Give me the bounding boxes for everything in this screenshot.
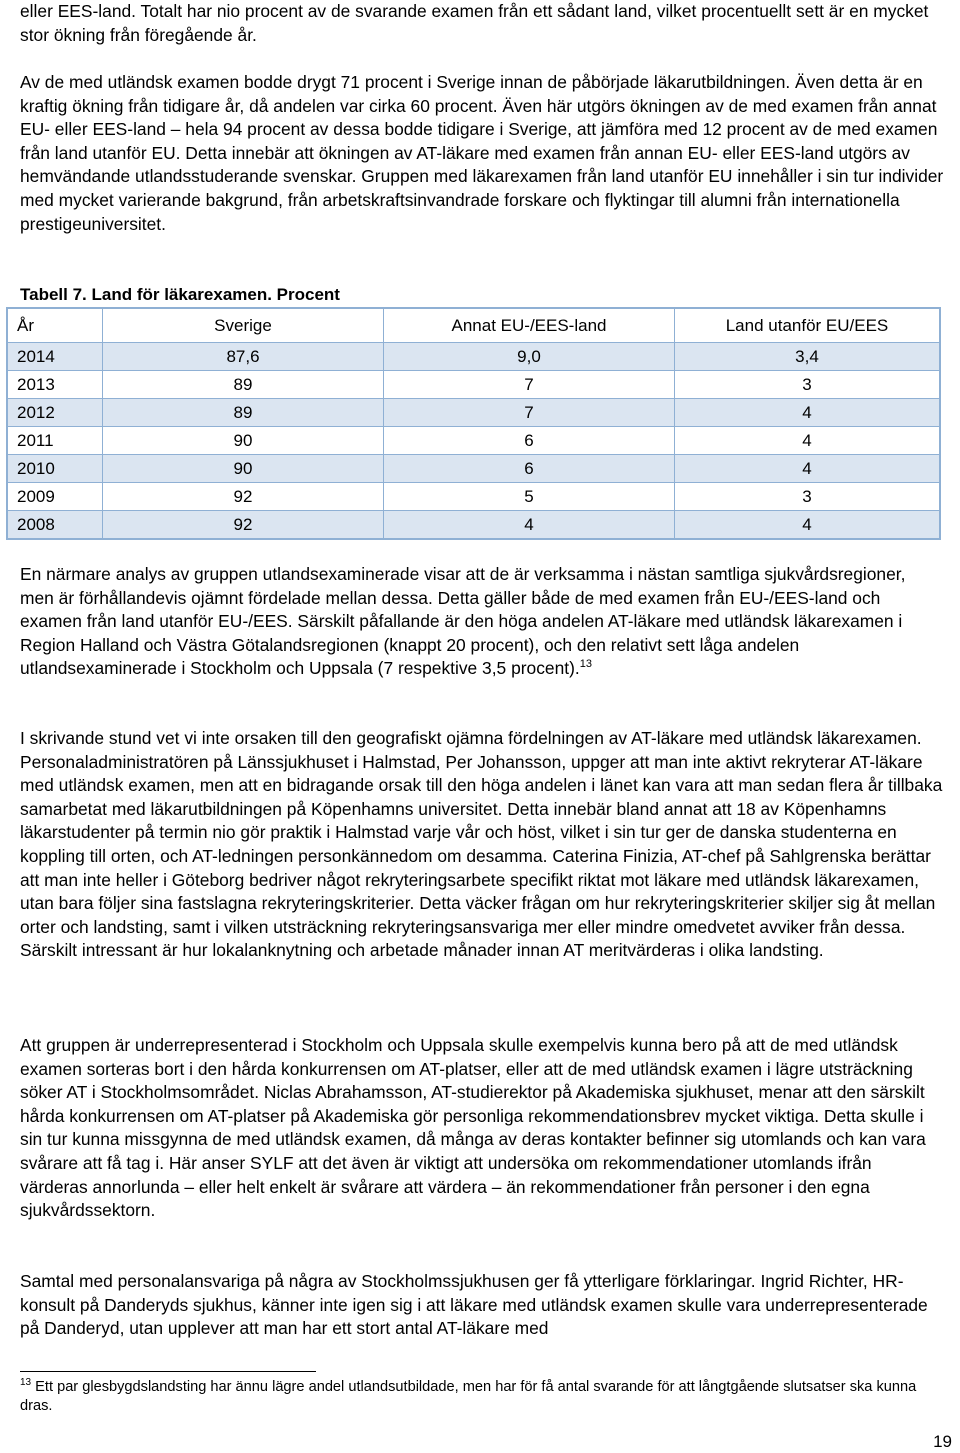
header-outside-eu-ees: Land utanför EU/EES: [675, 308, 941, 343]
cell-other-eu-ees: 7: [384, 399, 675, 427]
paragraph-3: [20, 563, 944, 681]
cell-other-eu-ees: 6: [384, 427, 675, 455]
country-of-degree-table: [6, 307, 941, 540]
footnote-number: 13: [20, 1377, 32, 1389]
paragraph-6: Samtal med personalansvariga på några av Stockholmssjukhusen ger få ytterligare förklaringar. Ingrid Richter, HR-konsult på Danderyds sjukhus, känner inte igen sig i att läkare med utländsk examen skulle vara underrepresenterade på Danderyd, utan upplever att man har ett stort antal AT-läkare med: [20, 1271, 928, 1339]
table-row: [7, 371, 940, 399]
table-row: [7, 343, 940, 371]
paragraph-5: Att gruppen är underrepresenterad i Stockholm och Uppsala skulle exempelvis kunna bero på att de med utländsk examen sorteras bort i den hårda konkurrensen om AT-platser, eller att de med utländsk examen i lägre utsträckning söker AT i Stockholmsområdet. Niclas Abrahamsson, AT-studierektor på Akademiska sjukhuset, menar att den särskilt hårda konkurrensen om AT-platser på Akademiska gör personliga rekommendationsbrev mycket viktiga. Detta skulle i sin tur kunna missgynna de med utländsk examen, då många av deras kontakter befinner sig utomlands och kan vara svårare att få tag i. Här anser SYLF att det även är viktigt att undersöka om rekommendationer utomlands ifrån värderas annorlunda – eller helt enkelt är svårare att värdera – än rekommendationer från personer i den egna sjukvårdssektorn.: [20, 1035, 926, 1221]
cell-year: 2013: [7, 371, 103, 399]
cell-sweden: 92: [103, 511, 384, 540]
table-caption: Tabell 7. Land för läkarexamen. Procent: [20, 285, 340, 304]
table-header-row: [7, 308, 940, 343]
cell-outside-eu-ees: 4: [675, 427, 941, 455]
cell-outside-eu-ees: 4: [675, 511, 941, 540]
cell-sweden: 89: [103, 371, 384, 399]
paragraph-1: eller EES-land. Totalt har nio procent av de svarande examen från ett sådant land, vilket procentuellt sett är en mycket stor ökning från föregående år.: [20, 1, 929, 45]
cell-sweden: 87,6: [103, 343, 384, 371]
table-row: [7, 455, 940, 483]
footnote-reference[interactable]: 13: [579, 658, 592, 671]
cell-year: 2009: [7, 483, 103, 511]
paragraph-3-text: En närmare analys av gruppen utlandsexaminerade visar att de är verksamma i nästan samtliga sjukvårdsregioner, men är förhållandevis ojämnt fördelade mellan dessa. Detta gäller både de med examen från EU-/EES-land och examen från land utanför EU-/EES. Särskilt påfallande är den höga andelen AT-läkare med utländsk läkarexamen i Region Halland och Västra Götalandsregionen (knappt 20 procent), och den relativt sett låga andelen utlandsexaminerade i Stockholm och Uppsala (7 respektive 3,5 procent).: [20, 564, 906, 679]
cell-outside-eu-ees: 3,4: [675, 343, 941, 371]
cell-outside-eu-ees: 4: [675, 399, 941, 427]
header-sweden: Sverige: [103, 308, 384, 343]
cell-year: 2011: [7, 427, 103, 455]
footnote: [20, 1378, 944, 1416]
cell-year: 2012: [7, 399, 103, 427]
table-row: [7, 483, 940, 511]
paragraph-4: I skrivande stund vet vi inte orsaken till den geografiskt ojämna fördelningen av AT-läkare med utländsk läkarexamen. Personaladministratören på Länssjukhuset i Halmstad, Per Johansson, uppger att man inte aktivt rekryterar AT-läkare med utländsk examen, men att en bidragande orsak till den höga andelen i länet kan vara att man sedan flera år tillbaka samarbetat med läkarutbildningen på Köpenhamns universitet. Detta innebär bland annat att 18 av Köpenhamns läkarstudenter på termin nio gör praktik i Halmstad varje vår och höst, vilket i sin tur ger de danska studenterna en koppling till orten, och AT-ledningen personkännedom om desamma. Caterina Finizia, AT-chef på Sahlgrenska berättar att man inte heller i Göteborg bedriver något rekryteringsarbete specifikt riktat mot läkare med utländsk läkarexamen, utan bara följer sina fastslagna rekryteringskriterier. Detta väcker frågan om hur rekryteringskriterier skiljer sig åt mellan orter och landsting, samt i vilken utsträckning rekryteringsansvariga mer eller mindre omedvetet avviker från dessa. Särskilt intressant är hur lokalanknytning och arbetade månader innan AT meritvärderas i olika landsting.: [20, 728, 943, 961]
cell-sweden: 90: [103, 455, 384, 483]
header-other-eu-ees: Annat EU-/EES-land: [384, 308, 675, 343]
cell-year: 2008: [7, 511, 103, 540]
page-number: 19: [933, 1432, 952, 1451]
table-row: [7, 511, 940, 540]
table-row: [7, 399, 940, 427]
footnote-text: Ett par glesbygdslandsting har ännu lägre andel utlandsutbildade, men har för få antal svarande för att långtgående slutsatser ska kunna dras.: [20, 1379, 917, 1414]
header-year: År: [7, 308, 103, 343]
cell-other-eu-ees: 4: [384, 511, 675, 540]
cell-sweden: 90: [103, 427, 384, 455]
cell-sweden: 92: [103, 483, 384, 511]
cell-other-eu-ees: 5: [384, 483, 675, 511]
cell-year: 2010: [7, 455, 103, 483]
footnote-divider: [20, 1371, 316, 1372]
cell-outside-eu-ees: 3: [675, 483, 941, 511]
cell-outside-eu-ees: 3: [675, 371, 941, 399]
cell-sweden: 89: [103, 399, 384, 427]
table-row: [7, 427, 940, 455]
cell-other-eu-ees: 9,0: [384, 343, 675, 371]
paragraph-2: Av de med utländsk examen bodde drygt 71 procent i Sverige innan de påbörjade läkarutbildningen. Även detta är en kraftig ökning från tidigare år, då andelen var cirka 60 procent. Även här utgörs ökningen av de med examen från annat EU- eller EES-land – hela 94 procent av dessa bodde tidigare i Sverige, att jämföra med 12 procent av de med examen från land utanför EU. Detta innebär att ökningen av AT-läkare med examen från annan EU- eller EES-land utgörs av hemvändande utlandsstuderande svenskar. Gruppen med läkarexamen från land utanför EU innehåller i sin tur individer med mycket varierande bakgrund, från arbetskraftsinvandrade forskare och flyktingar till alumni från internationella prestigeuniversitet.: [20, 72, 944, 234]
cell-other-eu-ees: 7: [384, 371, 675, 399]
cell-outside-eu-ees: 4: [675, 455, 941, 483]
cell-year: 2014: [7, 343, 103, 371]
cell-other-eu-ees: 6: [384, 455, 675, 483]
